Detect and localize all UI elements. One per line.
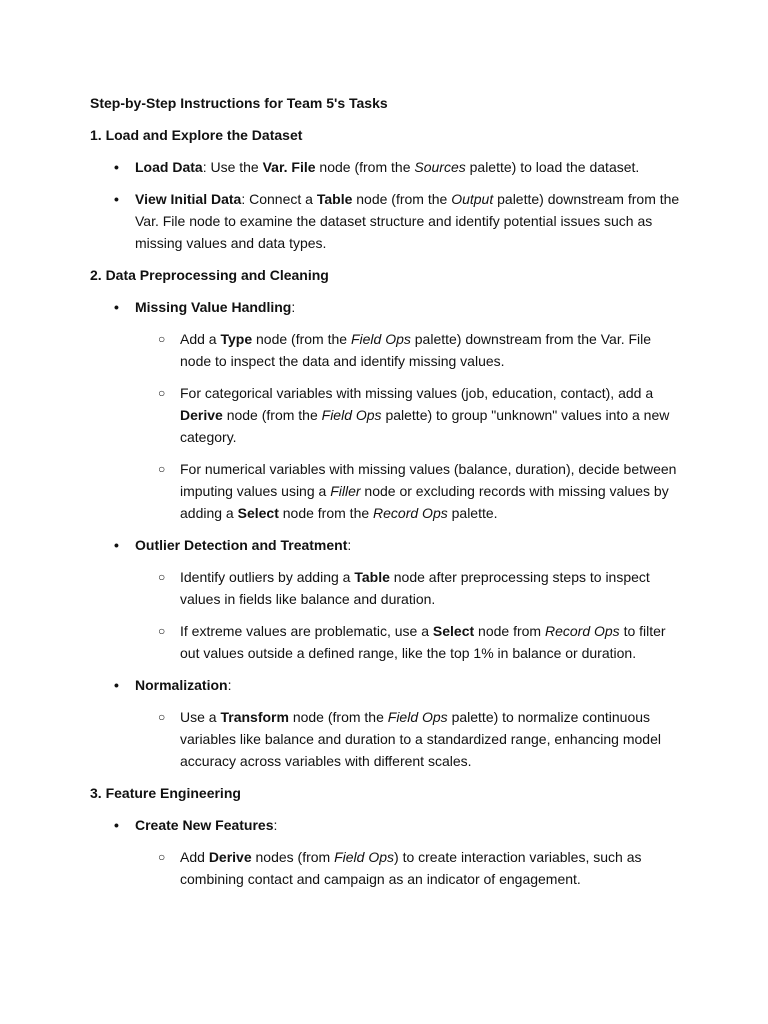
bullet-icon: • (114, 677, 119, 693)
item-text (135, 677, 231, 693)
node-name: Select (237, 505, 279, 521)
text-run: palette) to group "unknown" values into a new category. (180, 407, 670, 445)
palette-name: Field Ops (387, 709, 448, 725)
sub-item-transform-node (90, 706, 680, 772)
node-name: Derive (208, 849, 252, 865)
sub-item-type-node (90, 328, 680, 372)
item-label: Create New Features (135, 817, 274, 833)
text-run: node from the (278, 505, 374, 521)
text-run: Add (180, 849, 209, 865)
item-text (180, 461, 676, 521)
list-item-load-data (90, 156, 680, 178)
bullet-icon: • (114, 817, 119, 833)
sub-item-derive-interaction (90, 846, 680, 890)
node-name: Filler (330, 483, 361, 499)
item-text (135, 537, 351, 553)
section-heading-feature-engineering: 3. Feature Engineering (90, 785, 241, 801)
sub-item-filter-extremes (90, 620, 680, 664)
text-run: palette. (447, 505, 498, 521)
text-run: to filter out values outside a defined range, like the top 1% in balance or duration. (180, 623, 666, 661)
document-title: Step-by-Step Instructions for Team 5's Tasks (90, 95, 388, 111)
item-text (135, 159, 639, 175)
list-item-normalization (90, 674, 680, 696)
text-run: : (227, 677, 232, 693)
node-name: Table (316, 191, 353, 207)
circle-bullet-icon: ○ (158, 462, 166, 476)
text-run: : (291, 299, 296, 315)
text-run: node (from the (222, 407, 322, 423)
palette-name: Sources (414, 159, 466, 175)
text-run: nodes (from (251, 849, 335, 865)
list-item-create-new-features (90, 814, 680, 836)
text-run: : (273, 817, 278, 833)
circle-bullet-icon: ○ (158, 624, 166, 638)
palette-name: Output (451, 191, 494, 207)
text-run: node (from the (252, 331, 351, 347)
palette-name: Record Ops (373, 505, 448, 521)
section-heading-load-explore: 1. Load and Explore the Dataset (90, 127, 303, 143)
list-item-missing-value-handling (90, 296, 680, 318)
text-run: palette) downstream from the Var. File node to examine the dataset structure and identify potential issues such as missing values and data types. (135, 191, 680, 251)
bullet-icon: • (114, 159, 119, 175)
item-text (180, 709, 661, 769)
node-name: Type (220, 331, 253, 347)
text-run: palette) downstream from the Var. File node to inspect the data and identify missing values. (180, 331, 652, 369)
item-text (180, 623, 666, 661)
item-label: Missing Value Handling (135, 299, 292, 315)
text-run: palette) to load the dataset. (465, 159, 640, 175)
item-text (135, 299, 295, 315)
text-run: node or excluding records with missing values by adding a (180, 483, 669, 521)
text-run: node (from the (288, 709, 388, 725)
text-run: Use a (180, 709, 221, 725)
node-name: Table (354, 569, 390, 585)
bullet-icon: • (114, 191, 119, 207)
bullet-icon: • (114, 537, 119, 553)
item-text (180, 331, 651, 369)
text-run: If extreme values are problematic, use a (180, 623, 433, 639)
text-run: : Connect a (241, 191, 317, 207)
text-run: node from (474, 623, 545, 639)
sub-item-numerical-missing (90, 458, 680, 524)
text-run: For categorical variables with missing values (job, education, contact), add a (180, 385, 654, 401)
node-name: Derive (180, 407, 223, 423)
item-text (180, 849, 642, 887)
section-heading-preprocessing: 2. Data Preprocessing and Cleaning (90, 267, 329, 283)
palette-name: Field Ops (350, 331, 411, 347)
palette-name: Record Ops (544, 623, 620, 639)
item-label: Outlier Detection and Treatment (135, 537, 348, 553)
circle-bullet-icon: ○ (158, 386, 166, 400)
text-run: palette) to normalize continuous variables like balance and duration to a standardized range, enhancing model accuracy across variables with different scales. (180, 709, 661, 769)
circle-bullet-icon: ○ (158, 332, 166, 346)
list-item-outlier-detection (90, 534, 680, 556)
item-text (135, 817, 277, 833)
item-text (135, 191, 679, 251)
text-run: node (from the (315, 159, 415, 175)
list-item-view-initial-data (90, 188, 680, 254)
item-text (180, 569, 650, 607)
bullet-icon: • (114, 299, 119, 315)
item-label: Normalization (135, 677, 228, 693)
text-run: : Use the (202, 159, 263, 175)
circle-bullet-icon: ○ (158, 570, 166, 584)
node-name: Select (432, 623, 475, 639)
document-body (90, 92, 680, 900)
text-run: node (from the (352, 191, 452, 207)
text-run: : (347, 537, 352, 553)
text-run: Add a (180, 331, 221, 347)
item-label: View Initial Data (135, 191, 242, 207)
node-name: Transform (220, 709, 289, 725)
node-name: Var. File (262, 159, 316, 175)
text-run: For numerical variables with missing values (balance, duration), decide between imputing values using a (180, 461, 677, 499)
text-run: node after preprocessing steps to inspect values in fields like balance and duration. (180, 569, 650, 607)
text-run: Identify outliers by adding a (180, 569, 355, 585)
palette-name: Field Ops (334, 849, 395, 865)
palette-name: Field Ops (321, 407, 382, 423)
text-run: ) to create interaction variables, such as combining contact and campaign as an indicator of engagement. (180, 849, 642, 887)
item-label: Load Data (135, 159, 203, 175)
sub-item-derive-categorical (90, 382, 680, 448)
sub-item-identify-outliers (90, 566, 680, 610)
circle-bullet-icon: ○ (158, 850, 166, 864)
circle-bullet-icon: ○ (158, 710, 166, 724)
item-text (180, 385, 669, 445)
